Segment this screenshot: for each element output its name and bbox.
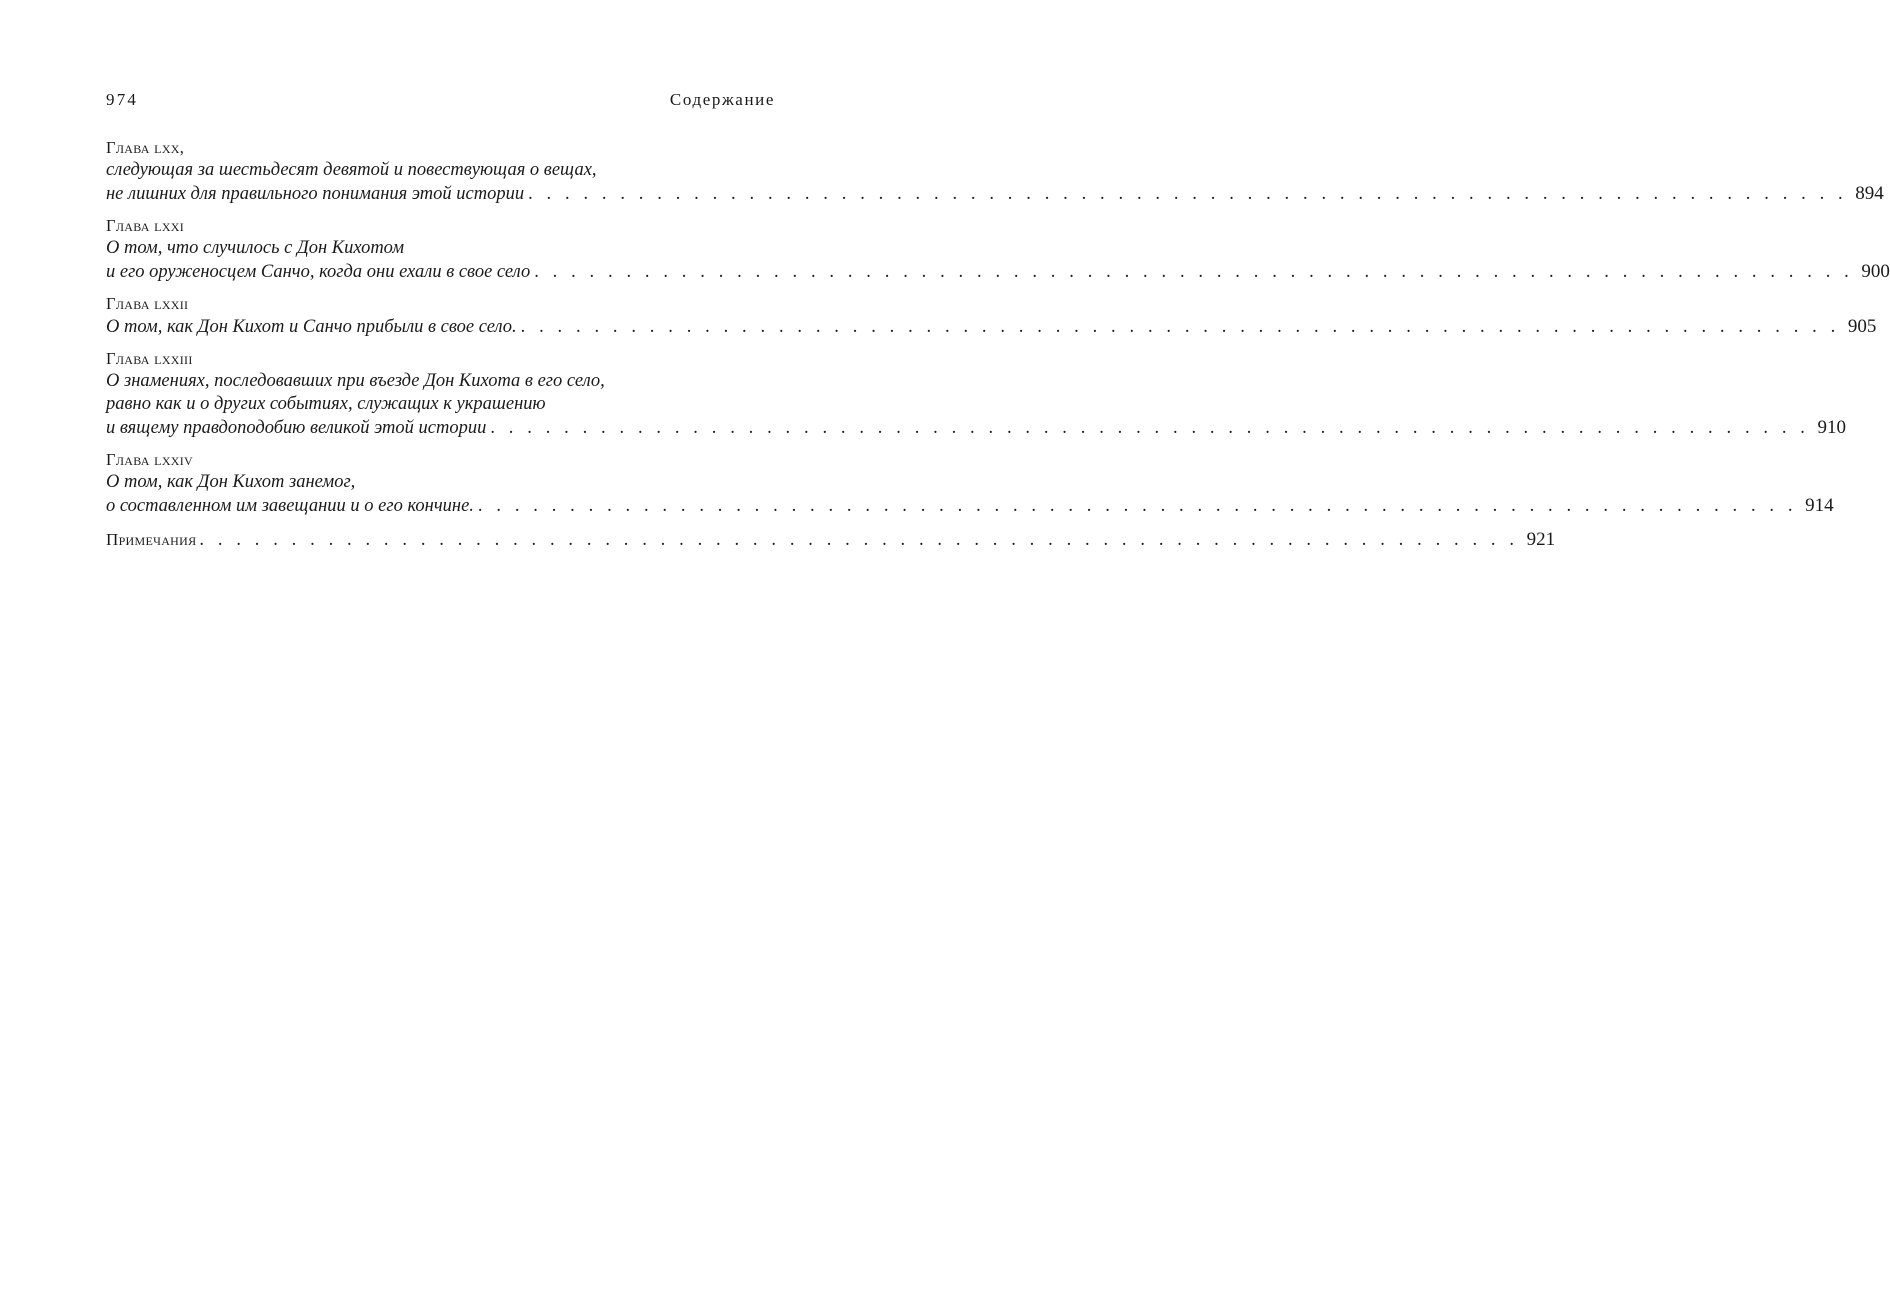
dot-leader: . . . . . . . . . . . . . . . . . . . . . . . . . . . . . . . . . . . . . . . . . . . . . . . . . . . . . . . . . . . . . . . . . . . . . . . . bbox=[520, 317, 1840, 337]
chapter-label: Глава lxxiii bbox=[106, 349, 193, 368]
chapter-title-line: о составленном им завещании и о его кончине. bbox=[106, 496, 474, 516]
notes-label: Примечания bbox=[106, 530, 197, 549]
running-head bbox=[106, 90, 775, 112]
chapter-title-last-line bbox=[106, 494, 1834, 518]
page-reference[interactable]: 900 bbox=[1861, 261, 1890, 282]
chapter-label: Глава lxxii bbox=[106, 294, 189, 313]
toc-entry-chapter-70[interactable] bbox=[106, 138, 1884, 206]
chapter-title-line: следующая за шестьдесят девятой и повествующая о вещах, bbox=[106, 160, 597, 180]
chapter-label: Глава lxxiv bbox=[106, 450, 194, 469]
toc-entry-chapter-73[interactable] bbox=[106, 349, 1847, 440]
chapter-title-line: и его оруженосцем Санчо, когда они ехали в свое село bbox=[106, 262, 531, 282]
chapter-title-line: О том, как Дон Кихот занемог, bbox=[106, 472, 356, 492]
chapter-label: Глава lxxi bbox=[106, 216, 185, 235]
toc-entry-chapter-72[interactable] bbox=[106, 294, 1877, 339]
chapter-label: Глава lxx, bbox=[106, 138, 185, 157]
chapter-title-line: и вящему правдоподобию великой этой истории bbox=[106, 418, 487, 438]
chapter-title-line: равно как и о других событиях, служащих к украшению bbox=[106, 394, 546, 414]
page-reference[interactable]: 914 bbox=[1805, 495, 1834, 516]
section-title: Содержание bbox=[669, 90, 775, 109]
chapter-title-last-line bbox=[106, 315, 1877, 339]
dot-leader: . . . . . . . . . . . . . . . . . . . . . . . . . . . . . . . . . . . . . . . . . . . . . . . . . . . . . . . . . . . . . . . . . . . . . . . . bbox=[490, 418, 1810, 438]
page-reference[interactable]: 910 bbox=[1817, 417, 1847, 438]
toc-entry-chapter-71[interactable] bbox=[106, 216, 1890, 284]
notes-line bbox=[106, 528, 1556, 552]
page-reference[interactable]: 905 bbox=[1847, 316, 1877, 337]
dot-leader: . . . . . . . . . . . . . . . . . . . . . . . . . . . . . . . . . . . . . . . . . . . . . . . . . . . . . . . . . . . . . . . . . . . . . . . . bbox=[534, 262, 1854, 282]
toc-entry-chapter-74[interactable] bbox=[106, 450, 1834, 518]
chapter-title-line: не лишних для правильного понимания этой истории bbox=[106, 184, 525, 204]
chapter-title-line: О том, что случилось с Дон Кихотом bbox=[106, 238, 405, 258]
page-reference[interactable]: 921 bbox=[1526, 529, 1556, 550]
table-of-contents bbox=[106, 138, 1890, 562]
toc-entry-notes[interactable] bbox=[106, 528, 1556, 552]
chapter-title-line: О знамениях, последовавших при въезде Дон Кихота в его село, bbox=[106, 371, 605, 391]
page-number: 974 bbox=[106, 90, 139, 109]
page-reference[interactable]: 894 bbox=[1855, 183, 1884, 204]
chapter-title-last-line bbox=[106, 260, 1890, 284]
dot-leader: . . . . . . . . . . . . . . . . . . . . . . . . . . . . . . . . . . . . . . . . . . . . . . . . . . . . . . . . . . . . . . . . . . . . . . . . bbox=[477, 496, 1798, 516]
dot-leader: . . . . . . . . . . . . . . . . . . . . . . . . . . . . . . . . . . . . . . . . . . . . . . . . . . . . . . . . . . . . . . . . . . . . . . . . bbox=[528, 184, 1848, 204]
chapter-title-last-line bbox=[106, 416, 1847, 440]
chapter-title-last-line bbox=[106, 182, 1884, 206]
dot-leader: . . . . . . . . . . . . . . . . . . . . . . . . . . . . . . . . . . . . . . . . . . . . . . . . . . . . . . . . . . . . . . . . . . . . . . . . bbox=[199, 530, 1519, 550]
chapter-title-line: О том, как Дон Кихот и Санчо прибыли в свое село. bbox=[106, 317, 517, 337]
